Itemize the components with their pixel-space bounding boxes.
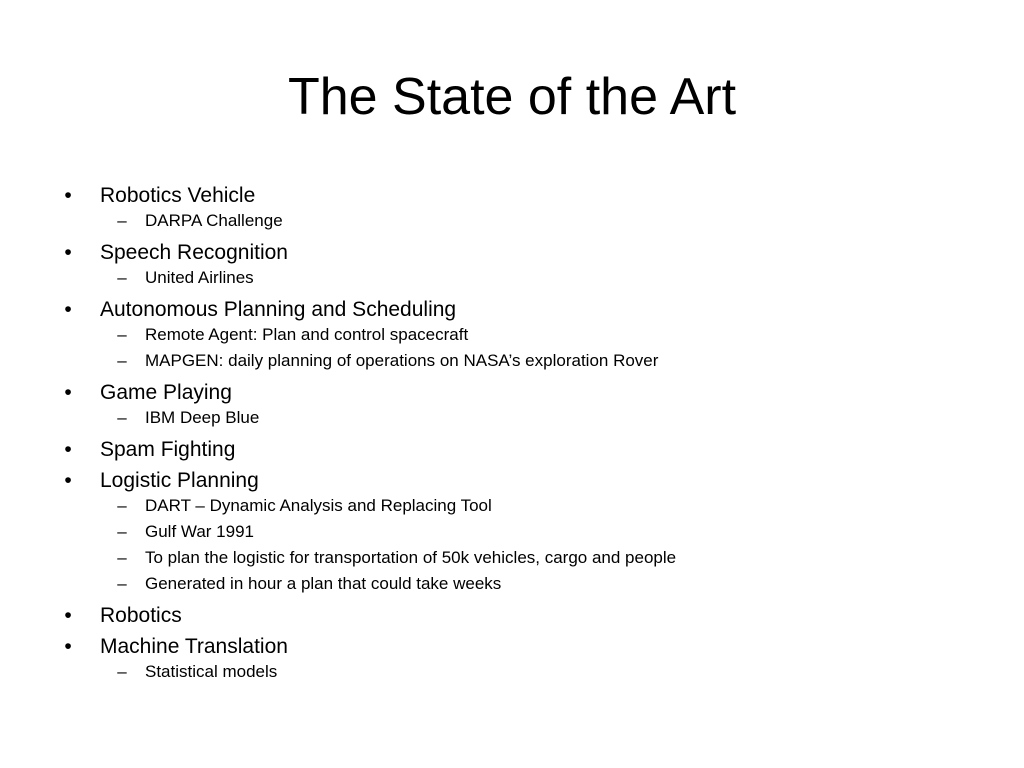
dash-icon: – [117, 496, 127, 515]
bullet-label: Machine Translation [100, 635, 288, 658]
dash-icon: – [117, 268, 127, 287]
sub-bullet-label: DARPA Challenge [145, 211, 283, 230]
bullet-item [60, 377, 990, 434]
sub-bullet-item [60, 659, 990, 685]
sub-bullet-label: Remote Agent: Plan and control spacecraft [145, 325, 469, 344]
sub-bullet-label: Statistical models [145, 662, 278, 681]
sub-bullet-list [100, 265, 990, 291]
bullet-dot-icon: • [64, 298, 72, 321]
sub-bullet-list [100, 322, 990, 374]
bullet-label: Robotics Vehicle [100, 184, 256, 207]
slide-title: The State of the Art [287, 68, 737, 126]
sub-bullet-list [100, 659, 990, 685]
bullet-dot-icon: • [64, 604, 72, 627]
bullet-item [60, 600, 990, 631]
dash-icon: – [117, 408, 127, 427]
bullet-dot-icon: • [64, 635, 72, 658]
bullet-label: Autonomous Planning and Scheduling [100, 298, 457, 321]
sub-bullet-item [60, 519, 990, 545]
sub-bullet-list [100, 493, 990, 597]
dash-icon: – [117, 548, 127, 567]
dash-icon: – [117, 211, 127, 230]
dash-icon: – [117, 574, 127, 593]
bullet-dot-icon: • [64, 184, 72, 207]
sub-bullet-label: United Airlines [145, 268, 254, 287]
bullet-item [60, 237, 990, 294]
bullet-dot-icon: • [64, 241, 72, 264]
bullet-label: Spam Fighting [100, 438, 236, 461]
bullet-dot-icon: • [64, 381, 72, 404]
sub-bullet-item [60, 322, 990, 348]
bullet-item [60, 434, 990, 465]
bullet-item [60, 631, 990, 688]
bullet-label: Game Playing [100, 381, 232, 404]
sub-bullet-label: MAPGEN: daily planning of operations on NASA’s exploration Rover [145, 351, 659, 370]
bullet-label: Speech Recognition [100, 241, 288, 264]
bullet-item [60, 465, 990, 600]
sub-bullet-item [60, 493, 990, 519]
sub-bullet-item [60, 265, 990, 291]
sub-bullet-label: IBM Deep Blue [145, 408, 260, 427]
bullet-label: Logistic Planning [100, 469, 259, 492]
sub-bullet-label: Generated in hour a plan that could take weeks [145, 574, 502, 593]
sub-bullet-label: Gulf War 1991 [145, 522, 254, 541]
bullet-item [60, 180, 990, 237]
sub-bullet-list [100, 405, 990, 431]
dash-icon: – [117, 351, 127, 370]
bullet-item [60, 294, 990, 377]
bullet-label: Robotics [100, 604, 182, 627]
bullet-dot-icon: • [64, 438, 72, 461]
dash-icon: – [117, 662, 127, 681]
sub-bullet-item [60, 571, 990, 597]
bullet-dot-icon: • [64, 469, 72, 492]
sub-bullet-label: DART – Dynamic Analysis and Replacing Tool [145, 496, 492, 515]
sub-bullet-label: To plan the logistic for transportation of 50k vehicles, cargo and people [145, 548, 677, 567]
sub-bullet-item [60, 348, 990, 374]
bullet-list [60, 180, 990, 688]
sub-bullet-item [60, 405, 990, 431]
dash-icon: – [117, 522, 127, 541]
sub-bullet-item [60, 545, 990, 571]
sub-bullet-list [100, 208, 990, 234]
dash-icon: – [117, 325, 127, 344]
sub-bullet-item [60, 208, 990, 234]
